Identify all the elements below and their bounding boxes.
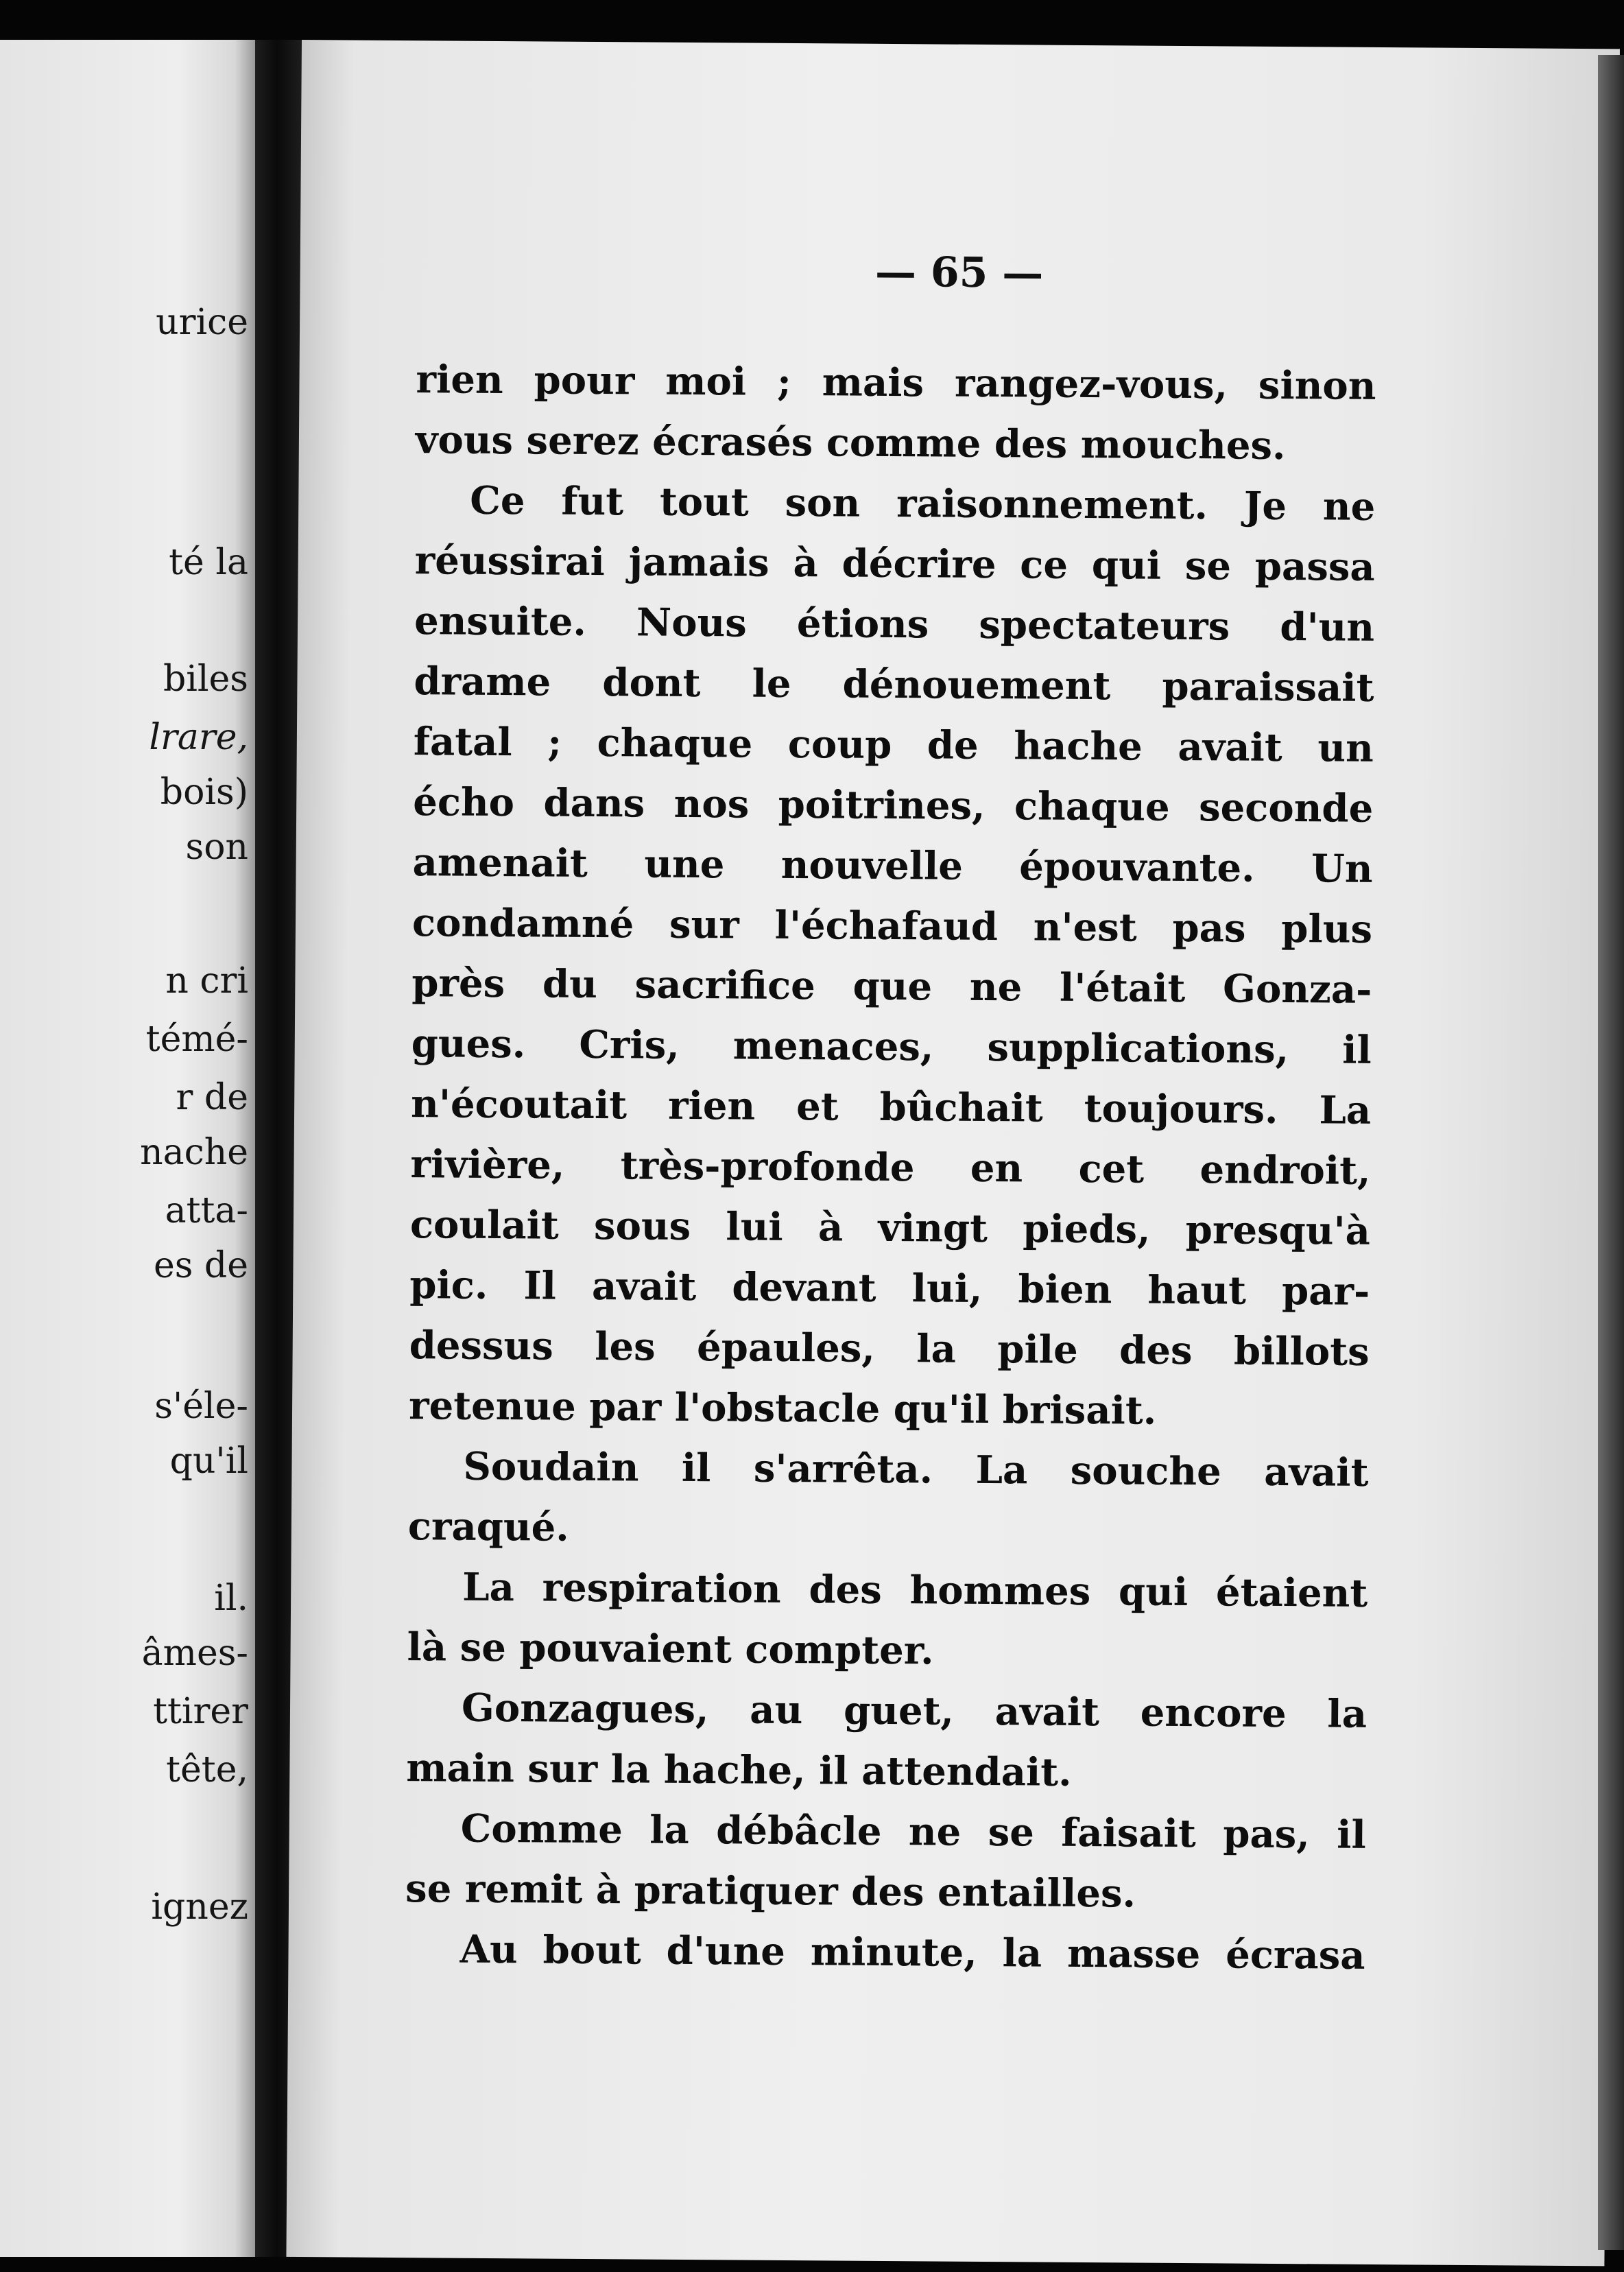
left-page-line: n cri [165,960,248,1002]
left-page-line: il. [214,1578,248,1619]
text-line: Comme la débâcle ne se faisait pas, il [460,1806,1366,1858]
text-line: pic. Il avait devant lui, bien haut par- [409,1262,1370,1314]
left-page [0,40,255,2257]
left-page-line: es de [153,1245,248,1286]
left-page-line: ignez [151,1886,248,1928]
left-page-line: son [185,827,248,868]
left-page-line: atta- [165,1190,248,1231]
left-page-line: r de [176,1077,248,1118]
text-line: dessus les épaules, la pile des billots [409,1323,1370,1375]
left-page-line: âmes- [141,1633,248,1674]
text-line: amenait une nouvelle épouvante. Un [412,840,1373,892]
text-line: rivière, très-profonde en cet endroit, [410,1141,1371,1194]
left-page-line: té la [169,542,248,583]
left-page-line: ttirer [153,1691,248,1732]
left-page-line: nache [140,1132,248,1173]
text-line: retenue par l'obstacle qu'il brisait. [408,1383,1157,1434]
text-line: n'écoutait rien et bûchait toujours. La [410,1081,1372,1133]
text-line: ensuite. Nous étions spectateurs d'un [414,598,1375,650]
text-line: Ce fut tout son raisonnement. Je ne [470,477,1376,530]
text-line: près du sacrifice que ne l'était Gonza- [411,960,1372,1013]
left-page-line: qu'il [169,1441,248,1482]
left-page-line: tête, [166,1749,248,1790]
left-page-line: biles [163,659,248,700]
text-line: gues. Cris, menaces, supplications, il [411,1021,1372,1073]
text-line: fatal ; chaque coup de hache avait un [413,719,1374,771]
left-page-line: s'éle- [154,1386,248,1427]
left-page-line: bois) [160,772,248,813]
text-line: là se pouvaient compter. [407,1624,934,1674]
body-text [405,349,1376,1986]
text-line: réussirai jamais à décrire ce qui se passa [414,538,1375,590]
text-line: Gonzagues, au guet, avait encore la [461,1685,1368,1737]
text-line: main sur la hache, il attendait. [406,1745,1072,1795]
text-line: écho dans nos poitrines, chaque seconde [413,779,1374,831]
text-line: Soudain il s'arrêta. La souche avait [463,1443,1369,1495]
text-line: Au bout d'une minute, la masse écrasa [459,1926,1365,1978]
left-page-line: urice [156,302,248,343]
left-page-line: lrare, [149,717,248,758]
text-line: rien pour moi ; mais rangez-vous, sinon [416,357,1376,409]
right-page [286,40,1620,2266]
text-line: condamné sur l'échafaud n'est pas plus [411,900,1373,952]
text-line: vous serez écrasés comme des mouches. [415,417,1286,469]
text-line: coulait sous lui à vingt pieds, presqu'à [409,1202,1371,1254]
text-line: se remit à pratiquer des entailles. [405,1866,1136,1917]
text-line: drame dont le dénouement paraissait [414,659,1374,711]
text-line: craqué. [407,1504,569,1550]
page-number: — 65 — [874,248,1044,298]
text-line: La respiration des hommes qui étaient [462,1564,1368,1616]
left-page-line: témé- [145,1019,248,1060]
page-edge [1598,55,1624,2250]
